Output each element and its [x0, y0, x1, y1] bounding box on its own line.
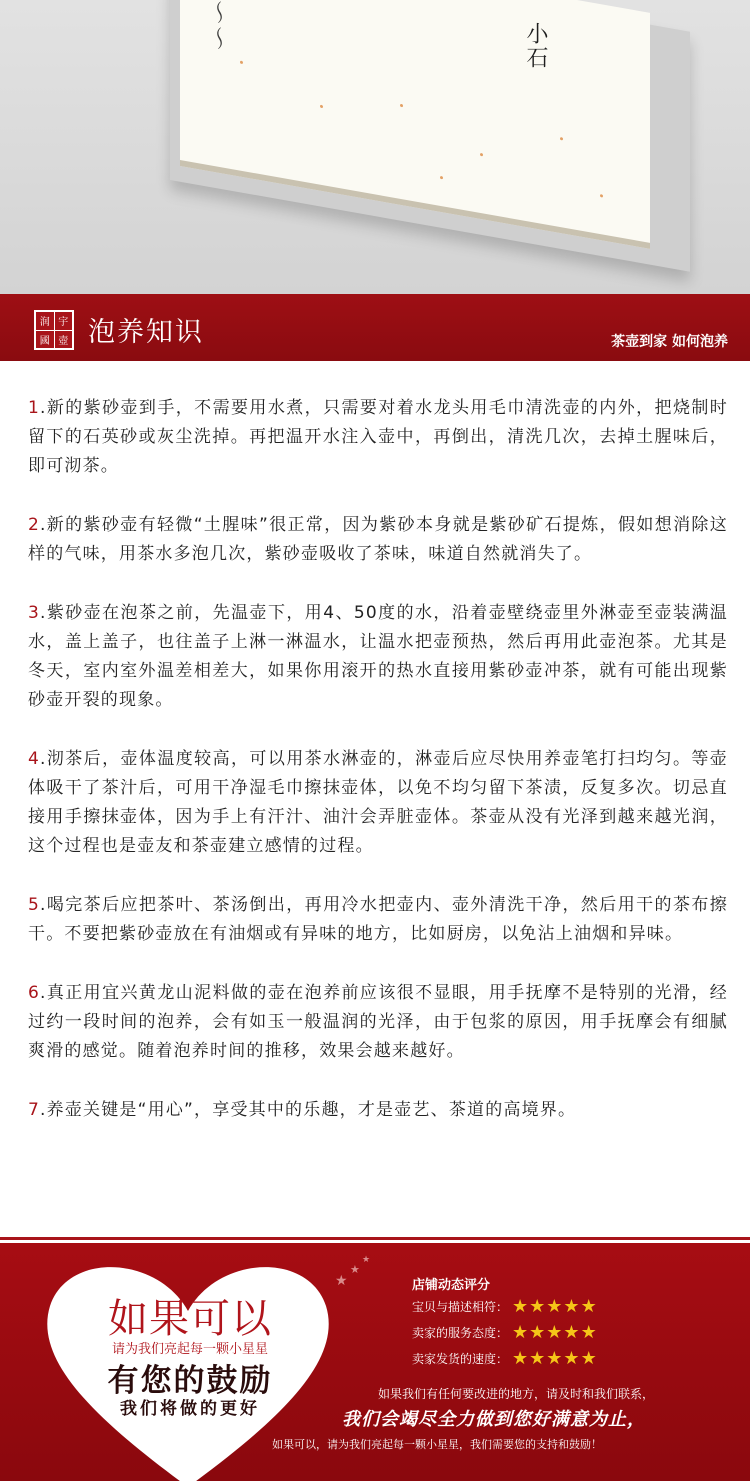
- footer-contact-note: 如果我们有任何要改进的地方，请及时和我们联系，: [378, 1387, 655, 1401]
- tip-number: 5: [28, 895, 41, 915]
- tip-text: .真正用宜兴黄龙山泥料做的壶在泡养前应该很不显眼，用手抚摩不是特别的光滑，经过约一段时间的泡养，会有如玉一般温润的光泽，由于包浆的原因，用手抚摩会有细腻爽滑的感觉。随着泡养时间的推移，效果会越来越好。: [28, 983, 728, 1061]
- tip-number: 4: [28, 749, 41, 769]
- paper-speck: [240, 61, 243, 65]
- tip-item: [28, 511, 728, 569]
- tip-item: [28, 1096, 728, 1125]
- star-rating-icon: ★★★★★: [512, 1322, 598, 1343]
- seal-char: 润: [36, 312, 54, 330]
- tip-text: .新的紫砂壶到手，不需要用水煮，只需要对着水龙头用毛巾清洗壶的内外，把烧制时留下的石英砂或灰尘洗掉。再把温开水注入壶中，再倒出，清洗几次，去掉土腥味后，即可沏茶。: [28, 398, 728, 476]
- tip-number: 3: [28, 603, 41, 623]
- seal-char: 壺: [55, 331, 73, 349]
- decor-star-icon: ★: [335, 1273, 348, 1289]
- star-rating-icon: ★★★★★: [512, 1348, 598, 1369]
- tip-item: [28, 745, 728, 861]
- tip-item: [28, 394, 728, 481]
- decor-star-icon: ★: [362, 1255, 371, 1265]
- seal-logo: [34, 310, 74, 350]
- decor-star-icon: ★: [350, 1263, 360, 1276]
- heart-subtitle: 请为我们亮起每一颗小星星: [111, 1342, 268, 1357]
- product-photo: [0, 0, 750, 294]
- tip-text: .养壶关键是“用心”，享受其中的乐趣，才是壶艺、茶道的高境界。: [40, 1100, 577, 1120]
- paper-speck: [480, 153, 483, 157]
- rating-label: 卖家发货的速度：: [412, 1352, 509, 1366]
- paper-speck: [600, 194, 603, 198]
- tip-number: 7: [28, 1100, 41, 1120]
- seal-char: 國: [36, 331, 54, 349]
- rating-title: 店铺动态评分: [412, 1278, 491, 1293]
- rating-row-service: [412, 1322, 598, 1343]
- heart-encourage: 有您的鼓励: [107, 1363, 273, 1399]
- section-subtitle: 茶壶到家 如何泡养: [611, 334, 728, 350]
- tip-number: 6: [28, 983, 41, 1003]
- paper-speck: [400, 104, 403, 108]
- tip-item: [28, 891, 728, 949]
- calligraphy-strokes: ～～: [203, 0, 231, 52]
- care-tips-list: [28, 394, 728, 1155]
- heart-title: 如果可以: [108, 1296, 272, 1342]
- footer-divider: [0, 1237, 750, 1240]
- rating-row-description: [412, 1296, 598, 1317]
- rating-row-shipping: [412, 1348, 598, 1369]
- tip-text: .紫砂壶在泡茶之前，先温壶下，用4、50度的水，沿着壶壁绕壶里外淋壶至壶装满温水，盖上盖子，也往盖子上淋一淋温水，让温水把壶预热，然后再用此壶泡茶。尤其是冬天，室内室外温差相差大，如果你用滚开的热水直接用紫砂壶冲茶，就有可能出现紫砂壶开裂的现象。: [28, 603, 728, 710]
- tip-number: 1: [28, 398, 41, 418]
- paper-speck: [320, 105, 323, 109]
- heart-promise: 我们将做的更好: [120, 1399, 260, 1419]
- tip-text: .沏茶后，壶体温度较高，可以用茶水淋壶的，淋壶后应尽快用养壶笔打扫均匀。等壶体吸干了茶汁后，可用干净湿毛巾擦抹壶体，以免不均匀留下茶渍，反复多次。切忌直接用手擦抹壶体，因为手上有汗汁、油汁会弄脏壶体。茶壶从没有光泽到越来越光润，这个过程也是壶友和茶壶建立感情的过程。: [28, 749, 728, 856]
- footer-slogan: 我们会竭尽全力做到您好满意为止，: [342, 1409, 646, 1430]
- tip-item: [28, 979, 728, 1066]
- tip-text: .喝完茶后应把茶叶、茶汤倒出，再用冷水把壶内、壶外清洗干净，然后用干的茶布擦干。不要把紫砂壶放在有油烟或有异味的地方，比如厨房，以免沾上油烟和异味。: [28, 895, 728, 944]
- rating-label: 卖家的服务态度：: [412, 1326, 509, 1340]
- tip-number: 2: [28, 515, 41, 535]
- section-title: 泡养知识: [88, 317, 204, 348]
- seal-char: 宇: [55, 312, 73, 330]
- calligraphy-signature: 小石: [523, 22, 548, 70]
- tip-text: .新的紫砂壶有轻微“土腥味”很正常，因为紫砂本身就是紫砂矿石提炼，假如想消除这样的气味，用茶水多泡几次，紫砂壶吸收了茶味，味道自然就消失了。: [28, 515, 728, 564]
- tip-item: [28, 599, 728, 715]
- footer-request: 如果可以，请为我们亮起每一颗小星星，我们需要您的支持和鼓励！: [272, 1438, 602, 1451]
- paper-speck: [440, 176, 443, 180]
- rating-label: 宝贝与描述相符：: [412, 1300, 509, 1314]
- paper-speck: [560, 137, 563, 141]
- star-rating-icon: ★★★★★: [512, 1296, 598, 1317]
